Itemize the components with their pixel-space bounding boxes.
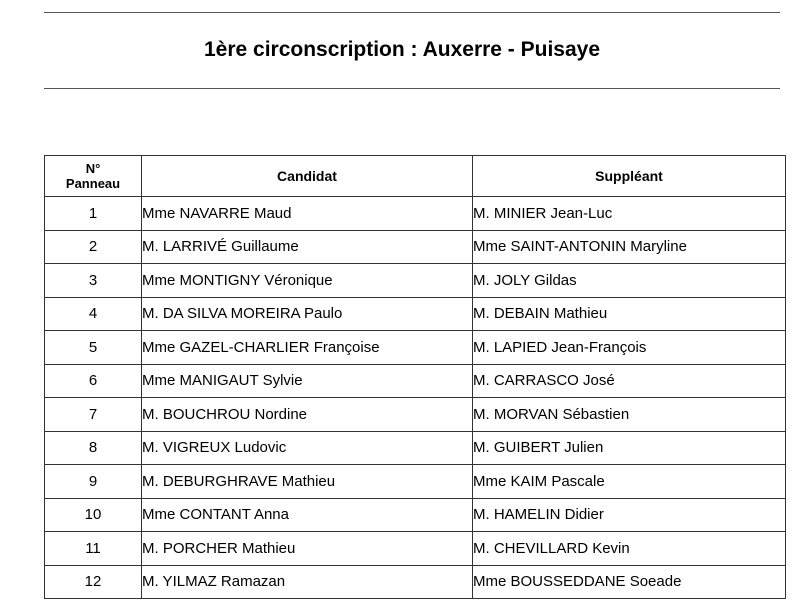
header-panneau-number: [45, 156, 142, 197]
candidat-name: Mme MONTIGNY Véronique: [142, 264, 473, 298]
table-row: [45, 230, 786, 264]
header-num-line1: N°: [85, 161, 101, 176]
candidat-name: Mme GAZEL-CHARLIER Françoise: [142, 331, 473, 365]
panneau-number: 3: [45, 264, 142, 298]
candidat-name: M. PORCHER Mathieu: [142, 532, 473, 566]
candidat-name: M. LARRIVÉ Guillaume: [142, 230, 473, 264]
suppleant-name: Mme BOUSSEDDANE Soeade: [473, 565, 786, 599]
panneau-number: 4: [45, 297, 142, 331]
table-row: [45, 364, 786, 398]
candidat-name: M. VIGREUX Ludovic: [142, 431, 473, 465]
header-candidat: Candidat: [142, 156, 473, 197]
panneau-number: 9: [45, 465, 142, 499]
table-row: [45, 331, 786, 365]
panneau-number: 12: [45, 565, 142, 599]
page-title: 1ère circonscription : Auxerre - Puisaye: [203, 38, 601, 61]
suppleant-name: Mme SAINT-ANTONIN Maryline: [473, 230, 786, 264]
candidat-name: M. DEBURGHRAVE Mathieu: [142, 465, 473, 499]
candidat-name: M. DA SILVA MOREIRA Paulo: [142, 297, 473, 331]
suppleant-name: M. CARRASCO José: [473, 364, 786, 398]
header-num-line2: Panneau: [65, 176, 121, 191]
table-row: [45, 398, 786, 432]
panneau-number: 2: [45, 230, 142, 264]
suppleant-name: M. DEBAIN Mathieu: [473, 297, 786, 331]
suppleant-name: M. JOLY Gildas: [473, 264, 786, 298]
suppleant-name: M. MINIER Jean-Luc: [473, 197, 786, 231]
panneau-number: 5: [45, 331, 142, 365]
suppleant-name: M. CHEVILLARD Kevin: [473, 532, 786, 566]
table-row: [45, 532, 786, 566]
bottom-divider: [44, 88, 780, 89]
candidat-name: Mme CONTANT Anna: [142, 498, 473, 532]
suppleant-name: M. GUIBERT Julien: [473, 431, 786, 465]
table-row: [45, 431, 786, 465]
suppleant-name: Mme KAIM Pascale: [473, 465, 786, 499]
panneau-number: 6: [45, 364, 142, 398]
panneau-number: 10: [45, 498, 142, 532]
table-header-row: [45, 156, 786, 197]
table-row: [45, 264, 786, 298]
candidat-name: M. BOUCHROU Nordine: [142, 398, 473, 432]
panneau-number: 11: [45, 532, 142, 566]
panneau-number: 1: [45, 197, 142, 231]
table-row: [45, 197, 786, 231]
table-row: [45, 465, 786, 499]
candidates-table: [44, 155, 786, 599]
suppleant-name: M. HAMELIN Didier: [473, 498, 786, 532]
candidat-name: M. YILMAZ Ramazan: [142, 565, 473, 599]
table-row: [45, 297, 786, 331]
top-divider: [44, 12, 780, 13]
table-row: [45, 498, 786, 532]
panneau-number: 8: [45, 431, 142, 465]
panneau-number: 7: [45, 398, 142, 432]
candidat-name: Mme NAVARRE Maud: [142, 197, 473, 231]
candidat-name: Mme MANIGAUT Sylvie: [142, 364, 473, 398]
header-suppleant: Suppléant: [473, 156, 786, 197]
table-row: [45, 565, 786, 599]
suppleant-name: M. MORVAN Sébastien: [473, 398, 786, 432]
suppleant-name: M. LAPIED Jean-François: [473, 331, 786, 365]
